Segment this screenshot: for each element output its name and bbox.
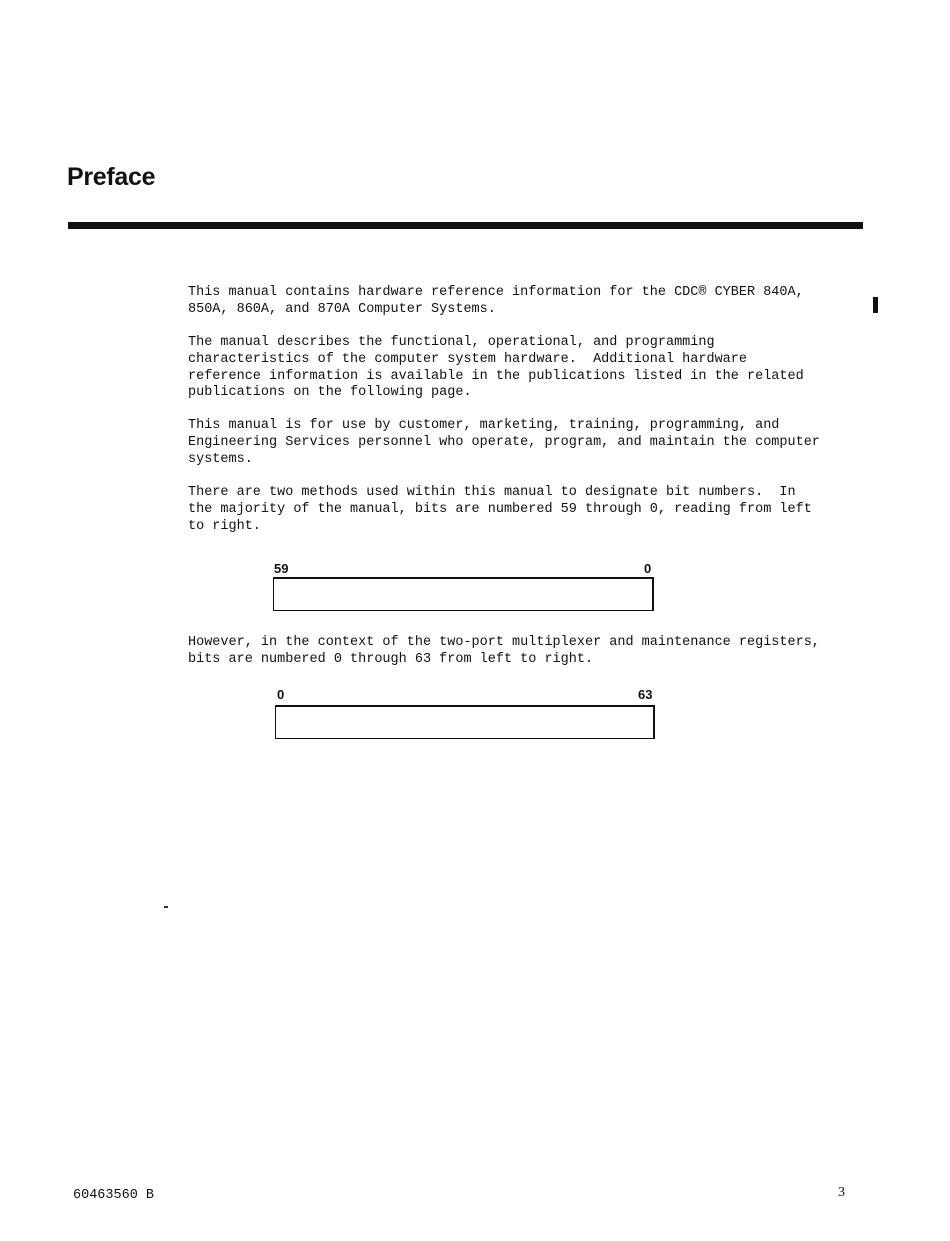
bit-label-right: 0: [644, 561, 652, 576]
page-title: Preface: [67, 163, 156, 191]
bit-numbering-paragraph: There are two methods used within this manual to designate bit numbers. In the majority of the manual, bits are numbered 59 through 0, reading from left to right.: [188, 485, 812, 534]
audience-paragraph: This manual is for use by customer, marketing, training, programming, and Engineering Services personnel who operate, program, and maintain the computer systems.: [188, 418, 820, 467]
bit-label-right: 63: [638, 687, 653, 702]
bit-label-left: 59: [274, 561, 289, 576]
title-rule: [68, 222, 863, 229]
scan-speck: [164, 906, 168, 908]
multiplexer-paragraph: However, in the context of the two-port multiplexer and maintenance registers, bits are numbered 0 through 63 from left to right.: [188, 635, 820, 667]
intro-paragraph: This manual contains hardware reference information for the CDC® CYBER 840A, 850A, 860A, and 870A Computer Systems.: [188, 285, 804, 317]
bit-label-left: 0: [277, 687, 285, 702]
page-number: 3: [838, 1185, 845, 1200]
document-number: 60463560 B: [73, 1188, 155, 1203]
word-box: [275, 705, 655, 739]
change-bar: [873, 297, 878, 313]
description-paragraph: The manual describes the functional, operational, and programming characteristics of the computer system hardware. Additional hardware reference information is available in the publications listed in the related publications on the following page.: [188, 335, 804, 401]
word-box: [273, 577, 654, 611]
